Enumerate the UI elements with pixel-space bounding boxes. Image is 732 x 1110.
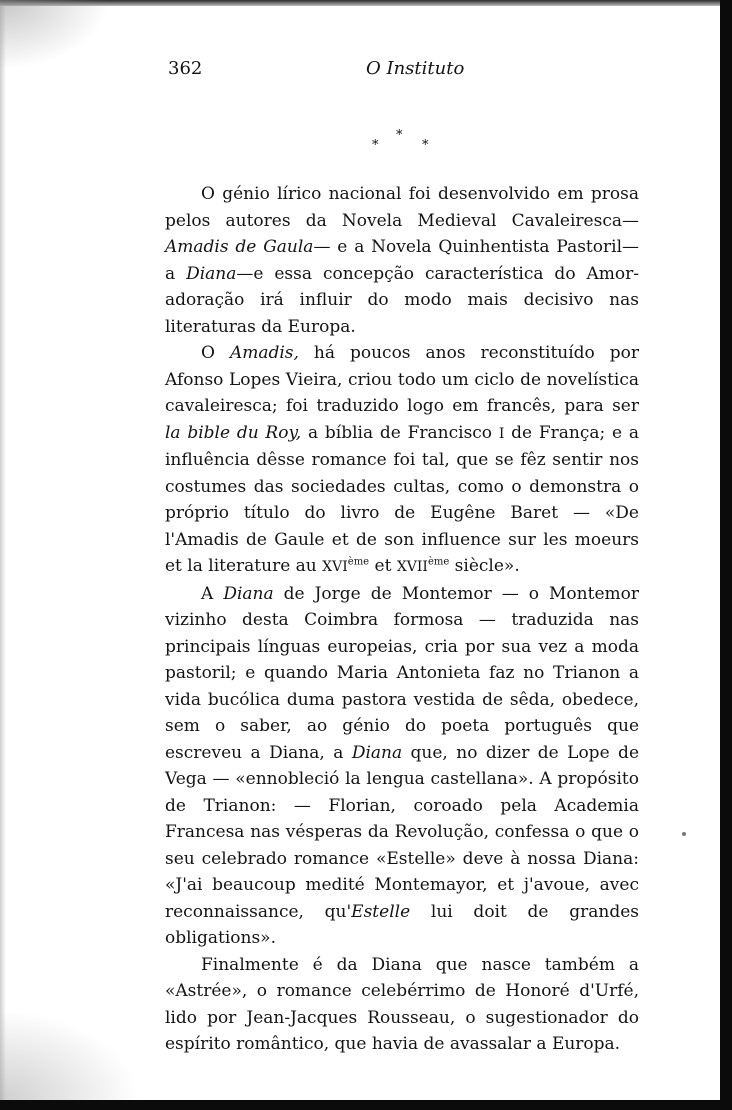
scan-edge-left bbox=[0, 0, 6, 1110]
title-diana: Diana bbox=[186, 263, 237, 284]
superscript: ème bbox=[427, 556, 450, 568]
superscript: ème bbox=[347, 556, 370, 568]
title-amadis-de-gaula: Amadis de Gaula bbox=[165, 237, 314, 257]
title-estelle: Estelle bbox=[351, 901, 411, 922]
scan-edge-right bbox=[720, 0, 732, 1110]
title-diana: Diana bbox=[351, 742, 403, 763]
asterisk: * bbox=[422, 138, 429, 153]
scan-edge-bottom bbox=[0, 1100, 732, 1110]
section-separator bbox=[366, 128, 436, 158]
scan-smudge-bottom-left bbox=[0, 1010, 140, 1100]
title-diana: Diana bbox=[223, 583, 274, 604]
asterisk: * bbox=[372, 138, 379, 153]
paragraph-4: Finalmente é da Diana que nasce também a «Astrée», o romance celebérrimo de Honoré d'Urfé, lido por Jean-Jacques Rousseau, o sugestionador do espírito romântico, que havia de avassalar a Europa. bbox=[165, 954, 639, 1054]
title-amadis: Amadis, bbox=[229, 343, 299, 363]
roman-numeral: XVI bbox=[322, 559, 348, 575]
paragraph-3: A Diana de Jorge de Montemor — o Montemor vizinho desta Coimbra formosa — traduzida nas principais línguas europeias, cria por sua vez a moda pastoril; e quando Maria Antonieta faz no Trianon a vida bucólica duma pastora vestida de sêda, obedece, sem o saber, ao génio do poeta português que escreveu a Diana, a Diana que, no dizer de Lope de Vega — «ennobleció la lengua castellana». A propósito de Trianon: — Florian, coroado pela Academia Francesa nas vésperas da Revolução, confessa o que o seu celebrado romance «Estelle» deve à nossa Diana: «J'ai beaucoup medité Montemayor, et j'avoue, avec reconnaissance, qu'Estelle lui doit de grandes obligations». bbox=[165, 583, 640, 948]
roman-numeral: I bbox=[498, 425, 505, 442]
body-text bbox=[165, 181, 639, 1058]
paragraph-1: O génio lírico nacional foi desenvolvido em prosa pelos autores da Novela Medieval Cavaleiresca—Amadis de Gaula— e a Novela Quinhentista Pastoril—a Diana—e essa concepção característica do Amor-adoração irá influir do modo mais decisivo nas literaturas da Europa. bbox=[165, 184, 640, 337]
roman-numeral: XVII bbox=[396, 559, 428, 575]
quote-la-bible-du-roy: la bible du Roy, bbox=[165, 422, 302, 443]
page-header bbox=[168, 58, 638, 86]
asterisk: * bbox=[396, 128, 403, 143]
running-title: O Instituto bbox=[366, 58, 465, 79]
page-number: 362 bbox=[168, 58, 203, 79]
paragraph-2: O Amadis, há poucos anos reconstituído por Afonso Lopes Vieira, criou todo um ciclo de novelística cavaleiresca; foi traduzido logo em francês, para ser la bible du Roy, a bíblia de Francisco I de França; e a influência dêsse romance foi tal, que se fêz sentir nos costumes das sociedades cultas, como o demonstra o próprio título do livro de Eugêne Baret — «De l'Amadis de Gaule et de son influence sur les moeurs et la literature au XVIème et XVIIème siècle». bbox=[165, 343, 640, 576]
ink-speck bbox=[682, 832, 686, 836]
scan-smudge-top-left bbox=[0, 0, 110, 70]
